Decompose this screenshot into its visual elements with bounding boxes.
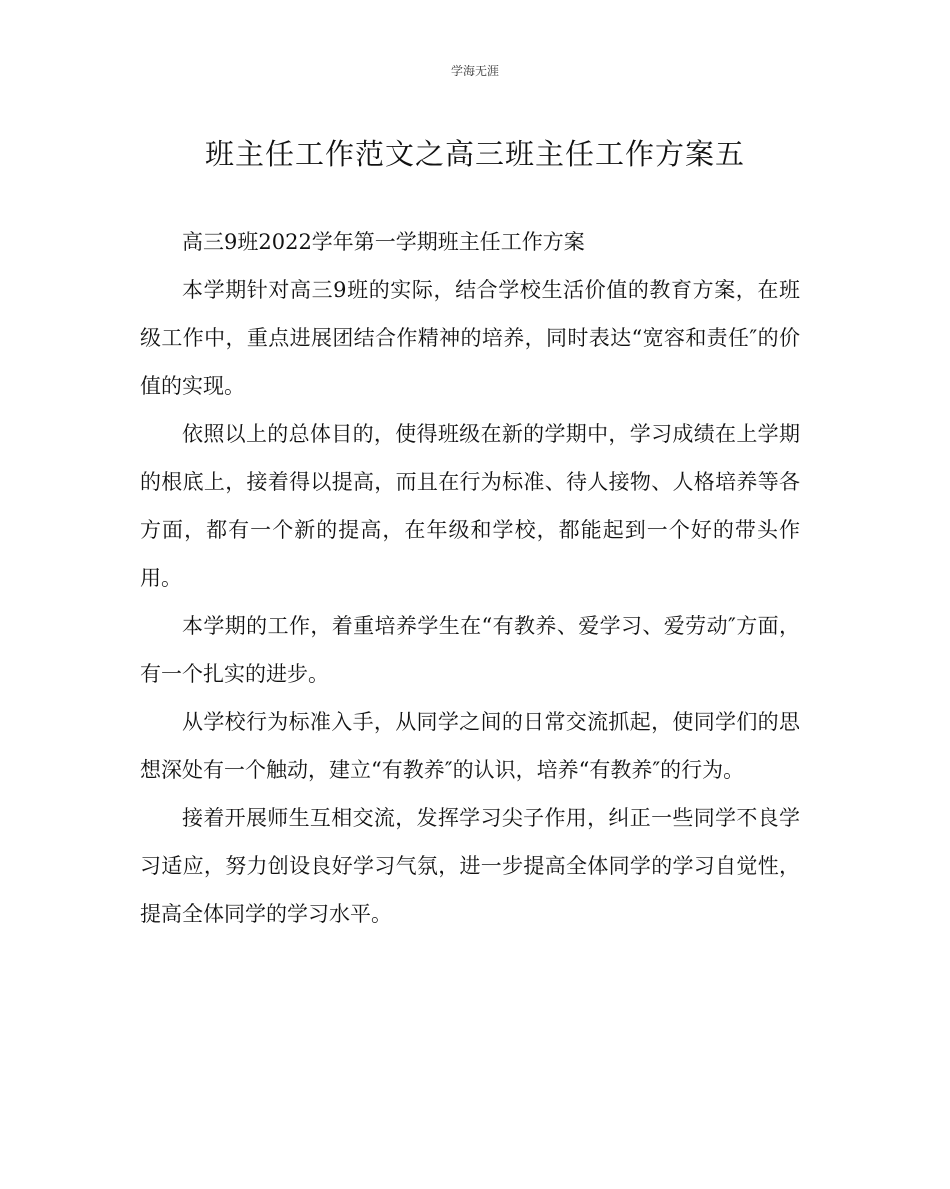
document-title: 班主任工作范文之高三班主任工作方案五 xyxy=(204,137,745,171)
page-header: 学海无涯 xyxy=(450,64,499,78)
paragraph-subtitle: 高三9班2022学年第一学期班主任工作方案 xyxy=(182,230,585,254)
paragraph: 接着开展师生互相交流，发挥学习尖子作用，纠正一些同学不良学习适应，努力创设良好学习气氛，进一步提高全体同学的学习自觉性，提高全体同学的学习水平。 xyxy=(140,806,800,926)
paragraph: 本学期针对高三9班的实际，结合学校生活价值的教育方案，在班级工作中，重点进展团结合作精神的培养，同时表达“宽容和责任″的价值的实现。 xyxy=(140,278,800,398)
paragraph: 依照以上的总体目的，使得班级在新的学期中，学习成绩在上学期的根底上，接着得以提高，而且在行为标准、待人接物、人格培养等各方面，都有一个新的提高，在年级和学校，都能起到一个好的带头作用。 xyxy=(140,422,800,590)
paragraph: 从学校行为标准入手，从同学之间的日常交流抓起，使同学们的思想深处有一个触动，建立“有教养″的认识，培养“有教养″的行为。 xyxy=(140,710,800,782)
paragraph: 本学期的工作，着重培养学生在“有教养、爱学习、爱劳动″方面，有一个扎实的进步。 xyxy=(140,614,800,686)
document-body xyxy=(140,218,800,938)
